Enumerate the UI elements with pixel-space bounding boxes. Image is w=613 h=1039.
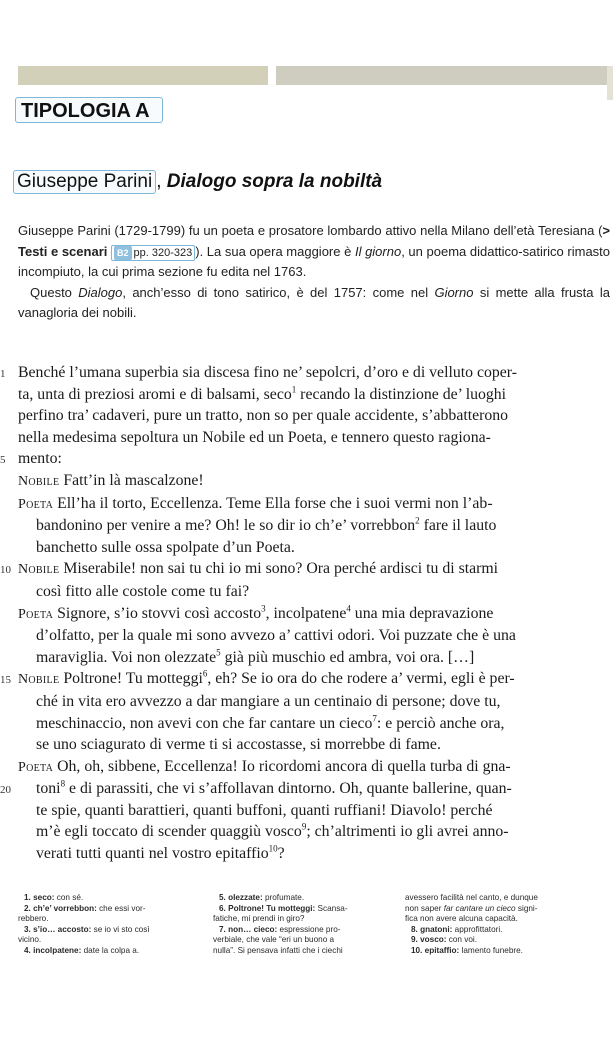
- passage-line: [18, 821, 603, 843]
- passage-line: [18, 384, 603, 406]
- passage-line-text: mento:: [18, 450, 62, 468]
- speaker-label: Nobile: [18, 672, 60, 688]
- passage-line: [18, 470, 603, 493]
- footnote-term: 6. Poltrone! Tu motteggi:: [219, 903, 316, 913]
- passage-line-text: ta, unta di preziosi aromi e di balsami, seco: [18, 385, 292, 403]
- passage-line-text: toni: [36, 780, 61, 798]
- work-reference: Giorno: [434, 284, 474, 300]
- footnote: [213, 904, 393, 915]
- footnote: [405, 925, 605, 936]
- footnote-definition: lamento funebre.: [459, 945, 523, 955]
- intro-text-segment: Questo: [30, 284, 79, 300]
- footnote: [405, 935, 605, 946]
- footnotes-column-1: [18, 893, 198, 956]
- footnote-text: signi-: [515, 903, 538, 913]
- passage-line: [18, 427, 603, 449]
- passage-line-text: maraviglia. Voi non olezzate: [36, 648, 217, 666]
- passage-text: [0, 362, 603, 865]
- footnote-definition: profumate.: [262, 893, 305, 902]
- cross-reference-pages: pp. 320-323: [133, 246, 193, 259]
- passage-line-text: , eh? Se io ora do che rodere a’ vermi, egli è per-: [207, 670, 515, 688]
- footnote-mark[interactable]: 3: [261, 603, 266, 614]
- passage-line-text: ché in vita ero avvezzo a dar mangiare a un centinaio di persone; dove tu,: [36, 692, 501, 710]
- passage-line: [18, 603, 603, 626]
- author-name: Giuseppe Parini: [13, 170, 156, 194]
- footnote-term: 7. non… cieco:: [219, 924, 278, 934]
- passage-line: [18, 843, 603, 865]
- footnote-definition: approfittatori.: [452, 924, 503, 934]
- footnote-definition: che essi vor-: [96, 903, 146, 913]
- speaker-label: Nobile: [18, 473, 60, 489]
- passage-line: [0, 448, 603, 470]
- line-number: 5: [0, 454, 6, 467]
- intro-text-segment: , anch’esso di tono satirico, è del 1757: come nel: [122, 284, 435, 300]
- intro-text: [18, 221, 610, 324]
- footnote-continuation: verbiale, che vale “eri un buono a: [213, 935, 335, 944]
- intro-text-segment: Giuseppe Parini (1729-1799) fu un poeta e prosatore lombardo attivo nella Milano dell’età Teresiana (: [18, 223, 603, 238]
- footnote: [18, 904, 198, 915]
- passage-line: [18, 537, 603, 559]
- footnote-mark[interactable]: 5: [216, 647, 221, 658]
- passage-line: [18, 734, 603, 756]
- page-corner-tab: [607, 66, 613, 100]
- section-heading: TIPOLOGIA A: [15, 97, 163, 123]
- footnote: [18, 946, 198, 957]
- passage-line-text: Poltrone! Tu motteggi: [63, 670, 203, 688]
- footnote-continuation: [405, 904, 605, 915]
- footnote-continuation: rebbero.: [18, 914, 49, 923]
- footnote-mark[interactable]: 7: [372, 713, 377, 724]
- passage-line: [0, 362, 603, 384]
- footnotes-column-2: [213, 893, 393, 956]
- intro-paragraph-2: [18, 283, 610, 324]
- intro-text-segment: , un poema didattico-satirico rimasto incompiuto, la cui prima sezione fu edita nel 1763.: [18, 243, 611, 279]
- passage-line-text: te spie, quanti barattieri, quanti buffoni, quanti ruffiani! Diavolo! perché: [36, 801, 493, 819]
- passage-line-text: banchetto sulle ossa spolpate d’un Poeta.: [36, 538, 295, 556]
- header-band-left: [18, 66, 268, 85]
- line-number: 15: [0, 674, 11, 687]
- footnote-mark[interactable]: 9: [301, 822, 307, 833]
- intro-paragraph-1: [18, 221, 610, 283]
- footnote-continuation: avessero facilità nel canto, e dunque: [405, 893, 538, 902]
- cross-reference-box[interactable]: [111, 245, 195, 261]
- footnote-definition: date la colpa a.: [81, 945, 140, 955]
- passage-line-text: e di parassiti, che vi s’affollavan dintorno. Oh, quante ballerine, quan-: [65, 780, 512, 798]
- footnote-mark[interactable]: 4: [346, 603, 351, 614]
- footnote-mark[interactable]: 10: [268, 843, 278, 854]
- passage-line: [18, 405, 603, 427]
- footnote-text: non saper: [405, 903, 444, 913]
- passage-line-text: fare il lauto: [419, 517, 497, 535]
- speaker-label: Poeta: [18, 759, 54, 775]
- footnote-continuation: vicino.: [18, 935, 42, 944]
- line-number: 20: [0, 784, 11, 797]
- footnote: [18, 925, 198, 936]
- passage-line-text: perfino tra’ cadaveri, pure un tratto, non so per quale accidente, s’abbatterono: [18, 407, 509, 425]
- passage-line-text: m’è egli toccato di scender quaggiù vosco: [36, 823, 302, 841]
- speaker-label: Poeta: [18, 496, 54, 512]
- intro-text-segment: si mette alla frusta la vanagloria dei nobili.: [18, 284, 610, 320]
- title-separator: ,: [156, 171, 167, 192]
- passage-line: [0, 778, 603, 800]
- volume-badge: B2: [114, 246, 132, 260]
- header-band-right: [276, 66, 613, 85]
- page-title: [13, 170, 382, 194]
- speaker-label: Nobile: [18, 562, 60, 578]
- passage-line: [18, 800, 603, 822]
- passage-line-text: Benché l’umana superbia sia discesa fino ne’ sepolcri, d’oro e di velluto coper-: [18, 364, 518, 381]
- passage-line-text: una mia depravazione: [350, 604, 494, 622]
- passage-line-text: così fitto alle costole come tu fai?: [36, 582, 250, 600]
- footnote-mark[interactable]: 2: [415, 515, 420, 526]
- passage-line: [18, 625, 603, 647]
- footnote: [18, 893, 198, 904]
- passage-line: [18, 647, 603, 669]
- footnote-definition: con sé.: [54, 893, 84, 902]
- passage-line-text: Oh, oh, sibbene, Eccellenza! Io ricordomi ancora di quella turba di gna-: [57, 757, 511, 775]
- line-number: 10: [0, 564, 11, 577]
- footnote-mark[interactable]: 8: [60, 779, 66, 790]
- passage-line: [0, 668, 603, 691]
- footnote: [213, 925, 393, 936]
- passage-line-text: Fatt’in là mascalzone!: [63, 471, 204, 489]
- passage-line-text: ; ch’altrimenti io gli avrei anno-: [306, 823, 509, 841]
- speaker-label: Poeta: [18, 606, 54, 622]
- passage-line: [0, 558, 603, 581]
- footnote-definition: Scansa-: [315, 903, 348, 913]
- footnote-definition: espressione pro-: [277, 924, 341, 934]
- footnote-mark[interactable]: 6: [202, 669, 208, 680]
- passage-line: [18, 691, 603, 713]
- line-number: 1: [0, 368, 6, 380]
- work-title: Dialogo sopra la nobiltà: [166, 171, 383, 192]
- passage-line-text: ?: [277, 845, 285, 863]
- footnote-mark[interactable]: 1: [291, 384, 297, 395]
- footnote-italic: far cantare un cieco: [443, 903, 516, 913]
- passage-line-text: , incolpatene: [265, 604, 347, 622]
- passage-line-text: nella medesima sepoltura un Nobile ed un Poeta, e tennero questo ragiona-: [18, 428, 491, 446]
- passage-line: [18, 713, 603, 735]
- passage-line-text: : e perciò anche ora,: [376, 714, 505, 732]
- footnote-term: 4. incolpatene:: [24, 945, 82, 955]
- passage-line-text: Miserabile! non sai tu chi io mi sono? Ora perché ardisci tu di starmi: [63, 560, 499, 578]
- passage-line-text: se uno sciagurato di verme ti si accostasse, si morrebbe di fame.: [36, 736, 441, 754]
- footnote-definition: con voi.: [446, 935, 477, 944]
- passage-line-text: Ell’ha il torto, Eccellenza. Teme Ella forse che i suoi vermi non l’ab-: [57, 494, 493, 512]
- footnote-continuation: fica non avere alcuna capacità.: [405, 914, 518, 923]
- footnote: [405, 946, 605, 957]
- footnote-term: 8. gnatoni:: [411, 924, 453, 934]
- footnote-term: 2. ch’e’ vorrebbon:: [24, 903, 97, 913]
- footnotes-column-3: [405, 893, 605, 956]
- passage-line-text: verati tutti quanti nel vostro epitaffio: [36, 845, 269, 863]
- cross-reference-label[interactable]: > Testi e scenari: [18, 223, 610, 259]
- footnote: [213, 893, 393, 904]
- footnote-term: 3. s’io… accosto:: [24, 924, 92, 934]
- passage-line-text: d’olfatto, per la quale mi sono avvezo a’ cattivi odori. Voi puzzate che è una: [36, 627, 516, 645]
- passage-line: [18, 493, 603, 516]
- work-reference: Dialogo: [78, 284, 123, 300]
- footnote-term: 1. seco:: [24, 893, 55, 902]
- passage-line: [18, 756, 603, 779]
- footnote-term: 9. vosco:: [411, 935, 447, 944]
- footnote-term: 5. olezzate:: [219, 893, 263, 902]
- passage-line-text: bandonino per venire a me? Oh! le so dir io ch’e’ vorrebbon: [36, 517, 416, 535]
- work-reference: Il giorno: [354, 243, 402, 259]
- footnote-continuation: fatiche, mi prendi in giro?: [213, 914, 305, 923]
- passage-line-text: recando la distinzione de’ luoghi: [296, 385, 507, 403]
- passage-line: [18, 581, 603, 603]
- footnote-term: 10. epitaffio:: [411, 945, 460, 955]
- passage-line-text: già più muschio ed ambra, voi ora. […]: [220, 648, 475, 666]
- footnote-continuation: nulla”. Si pensava infatti che i ciechi: [213, 945, 343, 955]
- intro-text-segment: ). La sua opera maggiore è: [195, 243, 355, 259]
- footnote-definition: se io vi sto così: [91, 924, 150, 934]
- passage-line-text: Signore, s’io stovvi così accosto: [57, 604, 262, 622]
- passage-line-text: meschinaccio, non avevi con che far cantare un cieco: [36, 714, 373, 732]
- passage-line: [18, 515, 603, 537]
